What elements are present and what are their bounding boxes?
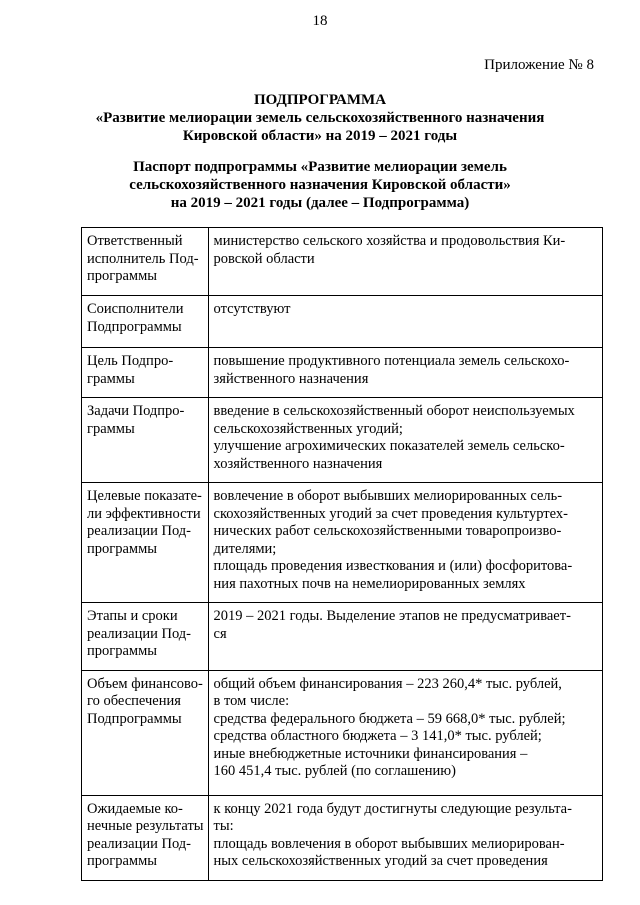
appendix-label: Приложение № 8	[484, 57, 594, 73]
row-value	[208, 795, 602, 880]
value-line: 160 451,4 тыс. рублей (по соглашению)	[213, 763, 456, 779]
row-value	[208, 398, 602, 483]
label-line: исполнитель Под-	[87, 250, 199, 267]
row-label	[82, 348, 209, 398]
value-line: ся	[213, 625, 227, 642]
passport-title-line: на 2019 – 2021 годы (далее – Подпрограмма)	[170, 195, 470, 211]
label-line: Ожидаемые ко-	[87, 800, 183, 817]
row-label	[82, 670, 209, 795]
page-number: 18	[312, 13, 328, 29]
table-row-financing	[82, 670, 603, 795]
value-line: площадь проведения известкования и (или) фосфоритова-	[213, 558, 573, 574]
subprogram-title-line: «Развитие мелиорации земель сельскохозяйственного назначения	[95, 110, 545, 126]
label-line: нечные результаты	[87, 818, 204, 834]
row-label	[82, 398, 209, 483]
label-line: реализации Под-	[87, 523, 191, 539]
value-line: ния пахотных почв на немелиорированных землях	[213, 575, 526, 592]
value-line: министерство сельского хозяйства и продовольствия Ки-	[213, 233, 566, 249]
value-line: введение в сельскохозяйственный оборот неиспользуемых	[213, 403, 575, 419]
label-line: Соисполнители	[87, 301, 184, 317]
label-line: программы	[87, 540, 157, 557]
label-line: Подпрограммы	[87, 318, 182, 335]
value-line: площадь вовлечения в оборот выбывших мелиорирован-	[213, 835, 565, 852]
label-line: реализации Под-	[87, 625, 191, 642]
value-line: зяйственного назначения	[213, 370, 369, 387]
value-line: средства федерального бюджета – 59 668,0* тыс. рублей;	[213, 710, 566, 727]
row-label	[82, 795, 209, 880]
value-line: 2019 – 2021 годы. Выделение этапов не предусматривает-	[213, 608, 571, 624]
subprogram-title	[60, 91, 580, 145]
table-row-tasks	[82, 398, 603, 483]
label-line: Цель Подпро-	[87, 353, 174, 369]
row-label	[82, 296, 209, 348]
row-label	[82, 483, 209, 603]
value-line: улучшение агрохимических показателей земель сельско-	[213, 438, 565, 454]
value-line: скохозяйственных угодий за счет проведения культуртех-	[213, 505, 568, 522]
table-row-target-indicators	[82, 483, 603, 603]
row-value	[208, 483, 602, 603]
row-value	[208, 228, 602, 296]
label-line: ли эффективности	[87, 505, 201, 522]
label-line: Задачи Подпро-	[87, 403, 185, 419]
label-line: Ответственный	[87, 233, 183, 249]
table-row-goal	[82, 348, 603, 398]
label-line: граммы	[87, 370, 135, 387]
value-line: к концу 2021 года будут достигнуты следующие результа-	[213, 800, 572, 817]
row-value	[208, 296, 602, 348]
value-line: ровской области	[213, 250, 315, 267]
value-line: нических работ сельскохозяйственными товаропроизво-	[213, 523, 562, 539]
table-row-expected-results	[82, 795, 603, 880]
value-line: ных сельскохозяйственных угодий за счет проведения	[213, 853, 548, 869]
passport-table	[81, 227, 603, 881]
label-line: реализации Под-	[87, 835, 191, 852]
value-line: ты:	[213, 818, 234, 834]
label-line: Подпрограммы	[87, 710, 182, 727]
row-value	[208, 670, 602, 795]
value-line: средства областного бюджета – 3 141,0* тыс. рублей;	[213, 728, 542, 744]
row-label	[82, 603, 209, 671]
label-line: программы	[87, 268, 157, 284]
row-value	[208, 348, 602, 398]
label-line: граммы	[87, 420, 135, 437]
table-row-responsible-executor	[82, 228, 603, 296]
value-line: сельскохозяйственных угодий;	[213, 420, 403, 437]
subprogram-title-line: ПОДПРОГРАММА	[253, 92, 387, 108]
label-line: го обеспечения	[87, 693, 181, 709]
value-line: вовлечение в оборот выбывших мелиорированных сель-	[213, 488, 563, 504]
value-line: в том числе:	[213, 693, 290, 709]
value-line: отсутствуют	[213, 301, 291, 317]
value-line: повышение продуктивного потенциала земель сельскохо-	[213, 353, 570, 369]
value-line: дителями;	[213, 540, 277, 557]
row-value	[208, 603, 602, 671]
table-row-stages-and-terms	[82, 603, 603, 671]
table-row-co-executors	[82, 296, 603, 348]
passport-title	[60, 158, 580, 212]
value-line: общий объем финансирования – 223 260,4* тыс. рублей,	[213, 675, 562, 692]
label-line: Объем финансово-	[87, 675, 203, 692]
passport-title-line: сельскохозяйственного назначения Кировской области»	[129, 177, 511, 193]
value-line: иные внебюджетные источники финансирования –	[213, 745, 528, 762]
label-line: программы	[87, 643, 157, 659]
row-label	[82, 228, 209, 296]
passport-title-line: Паспорт подпрограммы «Развитие мелиорации земель	[133, 159, 507, 175]
subprogram-title-line: Кировской области» на 2019 – 2021 годы	[182, 128, 458, 144]
label-line: Этапы и сроки	[87, 608, 178, 624]
label-line: программы	[87, 853, 157, 869]
value-line: хозяйственного назначения	[213, 455, 383, 472]
label-line: Целевые показате-	[87, 488, 202, 504]
